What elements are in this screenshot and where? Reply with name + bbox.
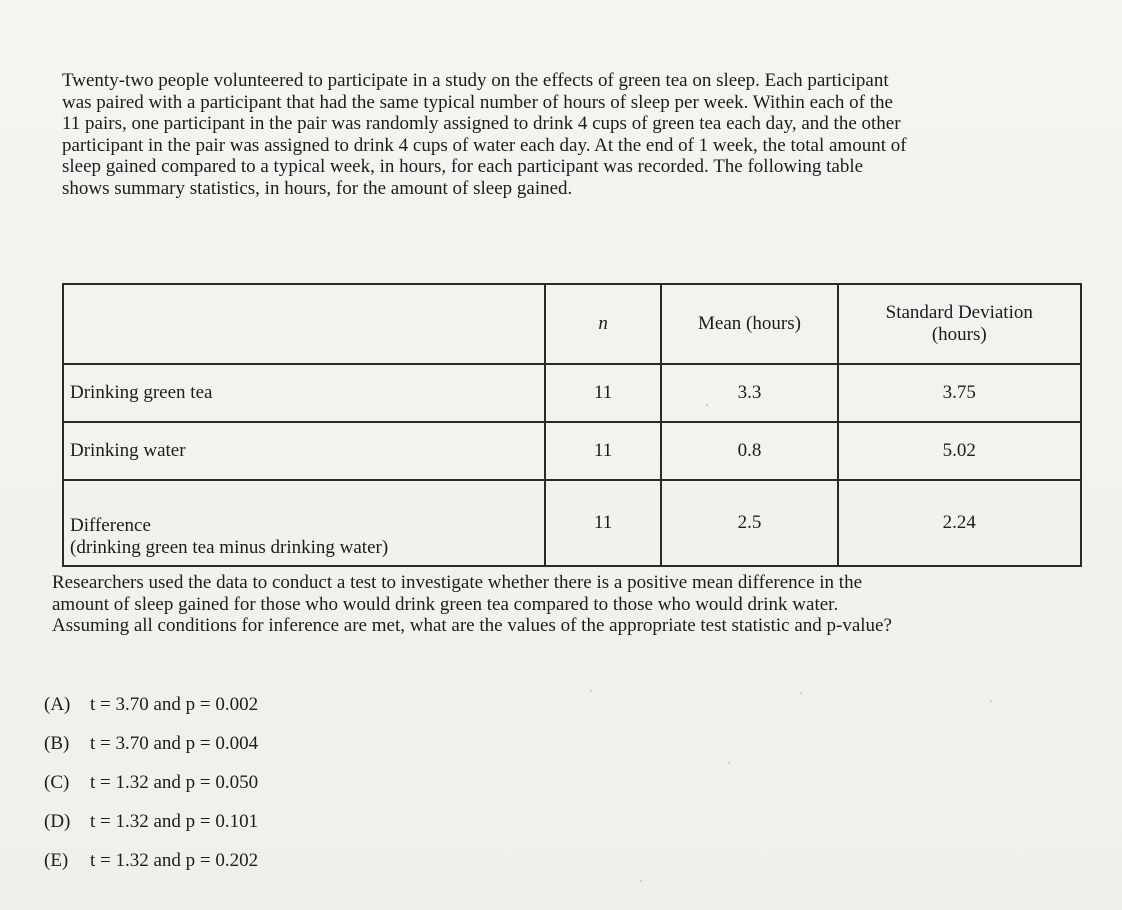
table-row xyxy=(63,422,1081,480)
choice-letter: (C) xyxy=(44,772,70,793)
difference-label-line1: Difference xyxy=(70,515,151,536)
choice-text: t = 3.70 and p = 0.002 xyxy=(90,694,259,715)
problem-intro xyxy=(62,70,1118,199)
table-row xyxy=(63,364,1081,422)
difference-label-line2: (drinking green tea minus drinking water) xyxy=(70,537,389,558)
header-standard-deviation xyxy=(838,284,1081,364)
cell-n: 11 xyxy=(545,480,662,566)
choice-a[interactable] xyxy=(44,694,258,733)
choice-text: t = 3.70 and p = 0.004 xyxy=(90,733,259,754)
question-line: Researchers used the data to conduct a test to investigate whether there is a positive mean difference in the xyxy=(52,572,863,593)
choice-text: t = 1.32 and p = 0.101 xyxy=(90,811,259,832)
row-label-difference xyxy=(63,480,545,566)
row-label: Drinking water xyxy=(63,422,545,480)
paper-speck xyxy=(706,404,708,406)
choice-letter: (E) xyxy=(44,850,69,871)
choice-letter: (B) xyxy=(44,733,70,754)
cell-mean: 2.5 xyxy=(661,480,837,566)
cell-sd: 3.75 xyxy=(838,364,1081,422)
table-row xyxy=(63,480,1081,566)
header-blank xyxy=(63,284,545,364)
choice-text: t = 1.32 and p = 0.202 xyxy=(90,850,259,871)
paper-speck xyxy=(990,700,992,702)
choice-b[interactable] xyxy=(44,733,258,772)
intro-line: Twenty-two people volunteered to participate in a study on the effects of green tea on sleep. Each participant xyxy=(62,70,889,91)
choice-letter: (A) xyxy=(44,694,71,715)
choice-e[interactable] xyxy=(44,850,258,889)
question-prompt xyxy=(52,572,1118,637)
paper-speck xyxy=(800,692,802,694)
cell-mean: 0.8 xyxy=(661,422,837,480)
paper-speck xyxy=(728,762,730,764)
intro-line: participant in the pair was assigned to drink 4 cups of water each day. At the end of 1 week, the total amount of xyxy=(62,134,907,156)
row-label: Drinking green tea xyxy=(63,364,545,422)
header-mean: Mean (hours) xyxy=(661,284,837,364)
cell-sd: 5.02 xyxy=(838,422,1081,480)
question-line: Assuming all conditions for inference are met, what are the values of the appropriate test statistic and p-value? xyxy=(52,615,892,636)
cell-n: 11 xyxy=(545,364,662,422)
choice-d[interactable] xyxy=(44,811,258,850)
header-n-text: n xyxy=(598,313,608,334)
header-n xyxy=(545,284,662,364)
header-sd-line1: Standard Deviation xyxy=(885,302,1033,323)
answer-choices xyxy=(44,694,258,889)
header-sd-line2: (hours) xyxy=(931,324,987,345)
intro-line: sleep gained compared to a typical week, in hours, for each participant was recorded. The following table xyxy=(62,156,864,177)
intro-line: 11 pairs, one participant in the pair was randomly assigned to drink 4 cups of green tea each day, and the other xyxy=(62,113,901,134)
intro-line: shows summary statistics, in hours, for the amount of sleep gained. xyxy=(62,177,573,199)
table-header-row xyxy=(63,284,1081,364)
cell-sd: 2.24 xyxy=(838,480,1081,566)
cell-mean: 3.3 xyxy=(661,364,837,422)
cell-n: 11 xyxy=(545,422,662,480)
intro-line: was paired with a participant that had the same typical number of hours of sleep per week. Within each of the xyxy=(62,91,893,113)
summary-statistics-table xyxy=(62,283,1082,567)
question-line: amount of sleep gained for those who would drink green tea compared to those who would drink water. xyxy=(52,593,839,615)
choice-text: t = 1.32 and p = 0.050 xyxy=(90,772,259,793)
paper-speck xyxy=(590,690,592,692)
paper-speck xyxy=(640,880,642,882)
choice-c[interactable] xyxy=(44,772,258,811)
choice-letter: (D) xyxy=(44,811,71,832)
